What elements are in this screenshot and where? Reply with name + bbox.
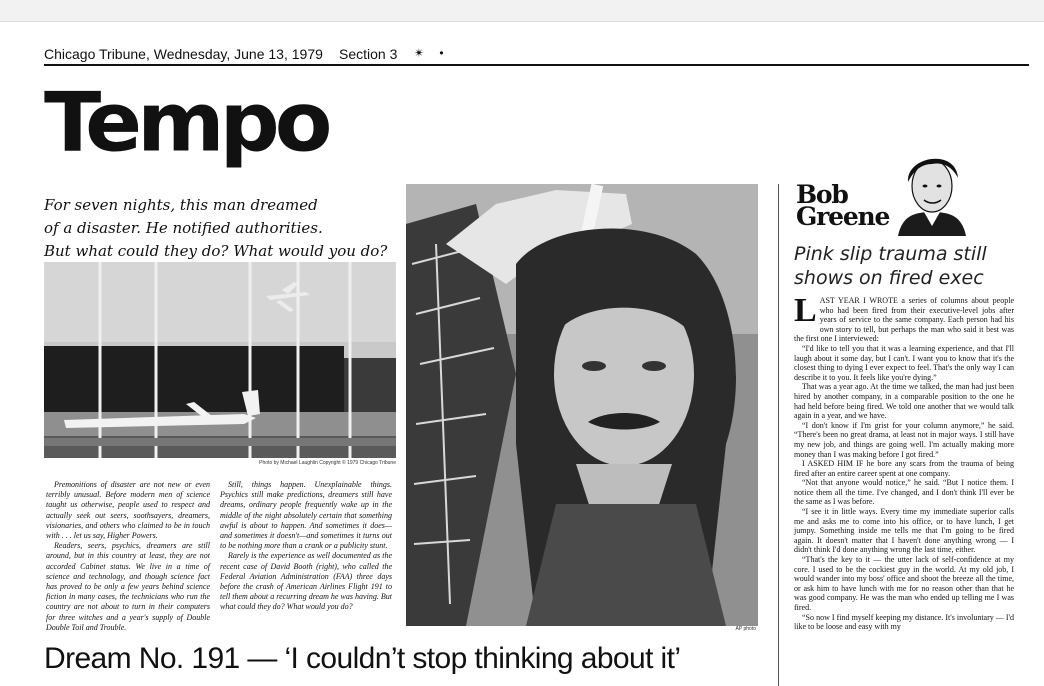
deck-line: of a disaster. He notified authorities. (44, 219, 323, 237)
story-column-1 (46, 480, 210, 633)
greene-column-text (794, 292, 1014, 632)
byline-first-name: Bob (796, 180, 848, 209)
column-paragraph: “That's the key to it — the utter lack of self-confidence at my core. I used to be the cockiest guy in the world. At my old job, I would wander into my boss' office and shoot the breeze all the time, or ask him to have lunch with me for no reason other than that he was good company. He was the man who ended up telling me I was fired. (794, 555, 1014, 612)
deck-line: For seven nights, this man dreamed (44, 196, 318, 214)
column-paragraph: AST YEAR I WROTE a series of columns about people who had been fired from their executive-level jobs after years of service to the same company. Each person had his own story to tell, but perhaps the man who said it best was the first one I interviewed: (794, 296, 1014, 344)
byline-last-name: Greene (796, 202, 890, 231)
airport-photo-image (44, 262, 396, 458)
story-headline: Dream No. 191 — ‘I couldn’t stop thinking about it’ (44, 642, 681, 675)
deck-line: But what could they do? What would you do? (44, 242, 388, 260)
column-paragraph: That was a year ago. At the time we talked, the man had just been hired by another company, in a comparable position to the one he had held before being fired. We told one another that we would talk again in a year, and we have. (794, 382, 1014, 421)
newspaper-page (34, 28, 1030, 686)
column-paragraph: “So now I find myself keeping my distance. It's involuntary — I'd like to be loose and easy with my (794, 612, 1014, 632)
columnist-portrait (894, 142, 970, 236)
column-paragraph: “I don't know if I'm grist for your column anymore,” he said. “There's been no great drama, at least not in major ways. I still have my new job, and things are going well. I'm actually making more money than I was making before I got fired.” (794, 420, 1014, 459)
columnist-portrait-image (894, 142, 970, 236)
column-paragraph: I ASKED HIM IF he bore any scars from the trauma of being fired after an entire career spent at one company. (794, 459, 1014, 478)
column-paragraph: “I'd like to tell you that it was a learning experience, and that I'll laugh about it some day, but I can't. I want you to know that it's the closest thing to dying I ever expect to feel. That's the only way I can describe it to you. It feels like you're dying.” (794, 343, 1014, 382)
story-column-2 (220, 480, 392, 613)
story-paragraph: Readers, seers, psychics, dreamers are still around, but in this country at least, they are not accorded Cabinet status. We live in a time of science and technology, and though science fact has proved to be only a few years behind science fiction in many cases, the technicians who run the country are not about to turn in their computers for three witches and a year's supply of Double Double Toil and Trouble. (46, 541, 210, 632)
story-paragraph: Premonitions of disaster are not new or even terribly unusual. Before modern men of science taught us otherwise, people used to respect and actually seek out seers, soothsayers, dreamers, visionaries, and others who claimed to be in touch with . . . let us say, Higher Powers. (46, 480, 210, 541)
column-lead-paragraph (794, 292, 1014, 344)
column-title (794, 242, 1026, 290)
photo-credit: AP photo (735, 626, 756, 632)
column-paragraph: “Not that anyone would notice,” he said. “But I notice them. I notice them all the time. I've changed, and I don't think I'll ever be the same as I was before. (794, 478, 1014, 507)
masthead-section: Section 3 (339, 46, 398, 62)
masthead-paper-date: Chicago Tribune, Wednesday, June 13, 1979 (44, 46, 323, 62)
column-title-line: shows on fired exec (794, 267, 984, 289)
edition-marks: ✴ • (414, 46, 450, 60)
column-divider (778, 184, 779, 686)
drop-cap: L (794, 292, 817, 329)
story-deck (44, 194, 394, 263)
masthead (44, 44, 1029, 66)
column-title-line: Pink slip trauma still (794, 243, 987, 265)
david-booth-photo-image (406, 184, 758, 626)
story-paragraph: Rarely is the experience as well documented as the recent case of David Booth (right), who called the Federal Aviation Administration (FAA) three days before the crash of American Airlines Flight 191 to tell them about a recurring dream he was having. But what could they do? What would you do? (220, 551, 392, 612)
photo-credit: Photo by Michael Laughlin Copyright © 1979 Chicago Tribune (259, 460, 396, 466)
section-title: Tempo (44, 73, 328, 171)
viewer-top-strip (0, 0, 1044, 22)
column-paragraph: “I see it in little ways. Every time my immediate superior calls me and asks me to come into his office, or to have lunch, I get jumpy. Something inside me tells me that I'm going to be fired again. It doesn't matter that I haven't done anything wrong — I didn't think I'd done anything wrong the last time, either. (794, 507, 1014, 555)
story-paragraph: Still, things happen. Unexplainable things. Psychics still make predictions, dreamers still have dreams, ordinary people frequently wake up in the middle of the night absolutely certain that something awful is about to happen. And sometimes it does—and sometimes it doesn't—and sometimes it turns out to be nothing more than a crank or a publicity stunt. (220, 480, 392, 551)
david-booth-photo (406, 184, 758, 626)
airport-photo (44, 262, 396, 458)
